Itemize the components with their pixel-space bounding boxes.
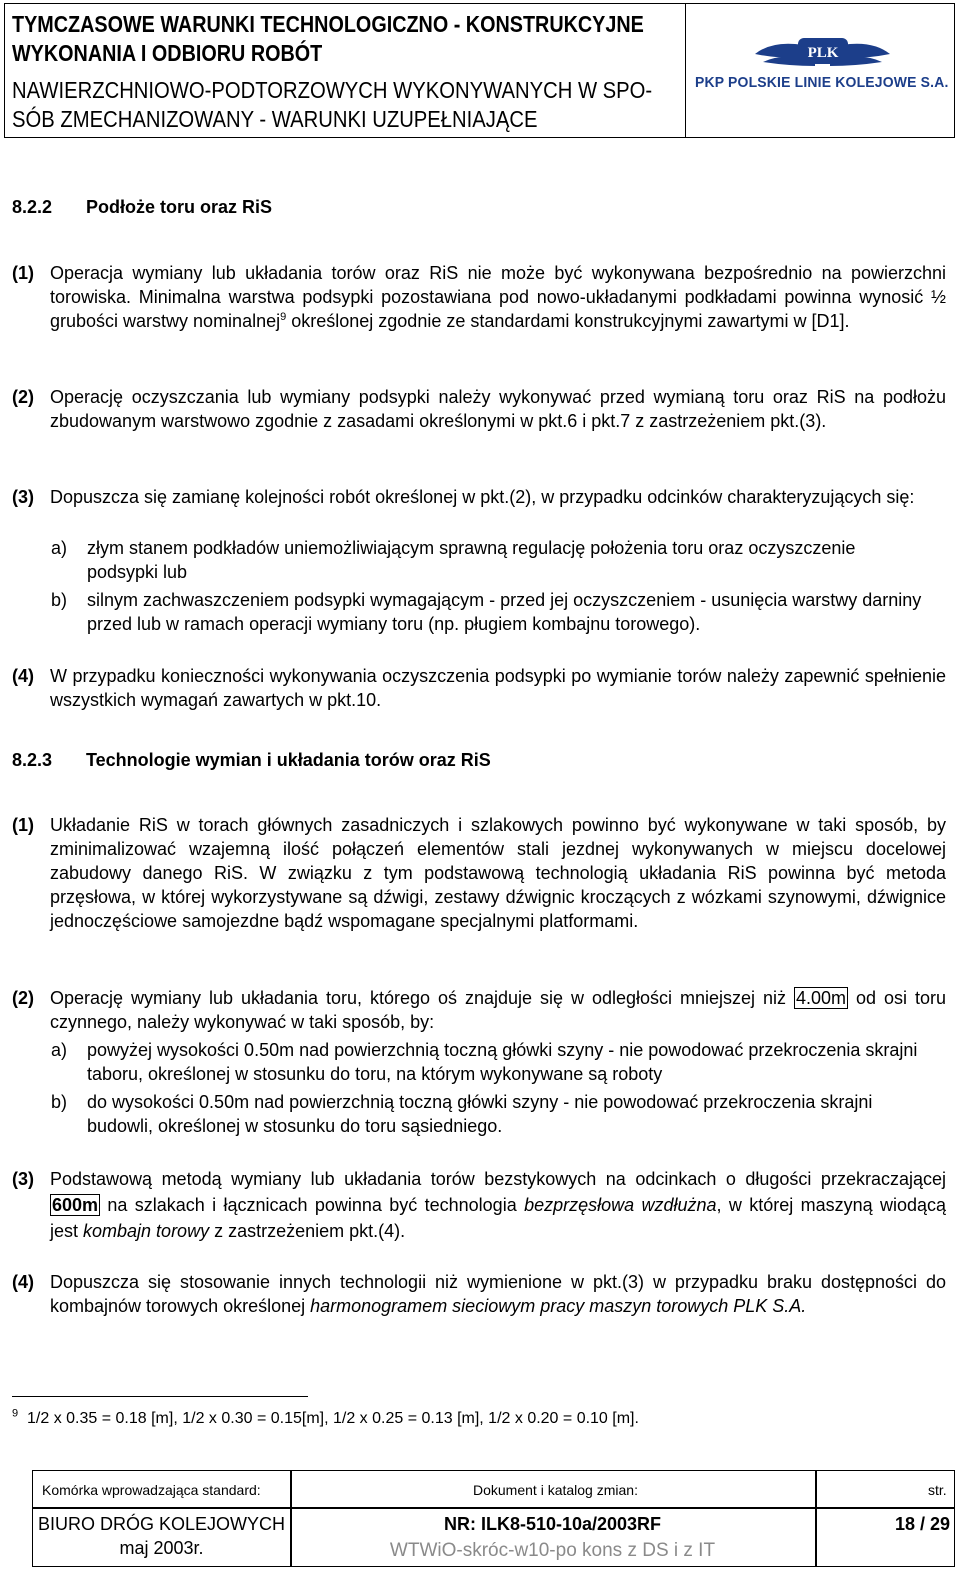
paragraph-number: (1) <box>12 815 34 835</box>
paragraph-number: (2) <box>12 387 34 407</box>
list-item-text: do wysokości 0.50m nad powierzchnią toczną główki szyny - nie powodować przekroczenia skrajni budowli, określonej w stosunku do toru sąsiedniego. <box>87 1092 873 1136</box>
paragraph-text: Dopuszcza się zamianę kolejności robót określonej w pkt.(2), w przypadku odcinków charakteryzujących się: <box>50 487 915 507</box>
plk-logo-icon <box>695 32 950 102</box>
footnote-number: 9 <box>12 1407 19 1420</box>
footnote <box>12 1407 639 1428</box>
footnote-text: 1/2 x 0.35 = 0.18 [m], 1/2 x 0.30 = 0.15[m], 1/2 x 0.25 = 0.13 [m], 1/2 x 0.20 = 0.10 [m]. <box>27 1410 639 1427</box>
paragraph-number: (2) <box>12 988 34 1008</box>
footer-divider <box>33 1507 954 1509</box>
footer-label-document: Dokument i katalog zmian: <box>473 1482 638 1498</box>
list-item-label: a) <box>51 1040 68 1060</box>
list-item <box>51 1038 931 1086</box>
list-item-label: a) <box>51 538 68 558</box>
section-number: 8.2.2 <box>12 197 53 217</box>
paragraph-822-1 <box>12 261 946 333</box>
footnote-separator <box>12 1396 308 1397</box>
logo-company-name: PKP POLSKIE LINIE KOLEJOWE S.A. <box>695 74 949 91</box>
list-item-label: b) <box>51 1092 68 1112</box>
paragraph-text: Operacja wymiany lub układania torów oraz RiS nie może być wykonywana bezpośrednio na powierzchni torowiska. Minimalna warstwa podsypki pozostawiana pod nowo-układanymi podkładami powinna wynosić ½ grubości warstwy nominalnej$^9$ określonej zgodnie ze standardami konstrukcyjnymi zawartymi w [D1]. <box>50 263 946 331</box>
paragraph-text: Układanie RiS w torach głównych zasadniczych i szlakowych powinno być wykonywane w taki sposób, by zminimalizować wzajemną ilość połączeń elementów stali jezdnej wykonywanych w miejscu docelowej zabudowy danego RiS. W związku z tym podstawową technologią układania RiS powinna być metoda przęsłowa, w której wykorzystywane są dźwigi, zestawy dźwignic kroczących z wózkami szynowymi, dźwignice jednoczęściowe samojezdne bądź wspomagane specjalnymi platformami. <box>50 815 946 931</box>
footnote-ref[interactable]: 9 <box>280 311 287 323</box>
section-title: Technologie wymian i układania torów oraz RiS <box>86 750 491 770</box>
header-subtitle-line2: SÓB ZMECHANIZOWANY - WARUNKI UZUPEŁNIAJĄCE <box>12 106 538 132</box>
section-title: Podłoże toru oraz RiS <box>86 197 273 217</box>
paragraph-823-3 <box>12 1166 946 1244</box>
header-subtitle <box>12 76 652 134</box>
list-item <box>51 536 931 584</box>
list-item-text: złym stanem podkładów uniemożliwiającym sprawną regulację położenia toru oraz oczyszczenie podsypki lub <box>87 538 856 582</box>
paragraph-number: (3) <box>12 487 34 507</box>
header-subtitle-line1: NAWIERZCHNIOWO-PODTORZOWYCH WYKONYWANYCH W SPO- <box>12 77 653 103</box>
footer-table <box>32 1470 955 1567</box>
highlighted-value: 4.00m <box>796 988 847 1008</box>
logo-emblem-text: PLK <box>807 45 839 61</box>
list-item-text: silnym zachwaszczeniem podsypki wymagającym - przed jej oczyszczeniem - usunięcia warstwy darniny przed lub w ramach operacji wymiany toru (np. pługiem kombajnu torowego). <box>87 590 922 634</box>
paragraph-number: (3) <box>12 1169 34 1189</box>
header-title-line2: WYKONANIA I ODBIORU ROBÓT <box>12 40 323 66</box>
paragraph-823-4 <box>12 1270 946 1318</box>
paragraph-822-4 <box>12 664 946 712</box>
paragraph-text: Podstawową metodą wymiany lub układania torów bezstykowych na odcinkach o długości przekraczającej 600m na szlakach i łącznicach powinna być technologia bezprzęsłowa wzdłużna, w której maszyną wiodącą jest kombajn torowy z zastrzeżeniem pkt.(4). <box>50 1169 946 1241</box>
header-title-cell <box>5 4 686 137</box>
document-header <box>4 3 955 138</box>
paragraph-text: Operację oczyszczania lub wymiany podsypki należy wykonywać przed wymianą toru oraz RiS na podłożu zbudowanym warstwowo zgodnie z zasadami określonymi w pkt.6 i pkt.7 z zastrzeżeniem pkt.(3). <box>50 387 946 431</box>
footer-label-unit: Komórka wprowadzająca standard: <box>42 1482 261 1498</box>
footer-page-number: 18 / 29 <box>894 1514 950 1534</box>
paragraph-number: (4) <box>12 1272 34 1292</box>
paragraph-number: (4) <box>12 666 34 686</box>
paragraph-823-2 <box>12 986 946 1034</box>
footer-filename: WTWiO-skróc-w10-po kons z DS i z IT <box>389 1540 716 1561</box>
paragraph-822-2 <box>12 385 946 433</box>
list-item-label: b) <box>51 590 68 610</box>
footer-document-number: NR: ILK8-510-10a/2003RF <box>443 1514 662 1534</box>
paragraph-text: Operację wymiany lub układania toru, którego oś znajduje się w odległości mniejszej niż 4.00m od osi toru czynnego, należy wykonywać w taki sposób, by: <box>50 988 946 1032</box>
paragraph-text: Dopuszcza się stosowanie innych technologii niż wymienione w pkt.(3) w przypadku braku dostępności do kombajnów torowych określonej harmonogramem sieciowym pracy maszyn torowych PLK S.A. <box>50 1272 946 1316</box>
list-item <box>51 588 931 636</box>
paragraph-822-3 <box>12 485 946 509</box>
footer-label-page: str. <box>928 1482 947 1498</box>
section-number: 8.2.3 <box>12 750 53 770</box>
list-item <box>51 1090 931 1138</box>
footer-department: BIURO DRÓG KOLEJOWYCH <box>37 1514 286 1534</box>
paragraph-text: W przypadku konieczności wykonywania oczyszczenia podsypki po wymianie torów należy zapewnić spełnienie wszystkich wymagań zawartych w pkt.10. <box>50 666 946 710</box>
paragraph-number: (1) <box>12 263 34 283</box>
highlighted-value: 600m <box>52 1195 99 1215</box>
footer-date: maj 2003r. <box>119 1538 204 1558</box>
paragraph-823-1 <box>12 813 946 933</box>
list-item-text: powyżej wysokości 0.50m nad powierzchnią toczną główki szyny - nie powodować przekroczenia skrajni taboru, określonej w stosunku do toru, na którym wykonywane są roboty <box>87 1040 918 1084</box>
header-title-line1: TYMCZASOWE WARUNKI TECHNOLOGICZNO - KONSTRUKCYJNE <box>12 11 644 37</box>
header-title <box>12 10 644 68</box>
